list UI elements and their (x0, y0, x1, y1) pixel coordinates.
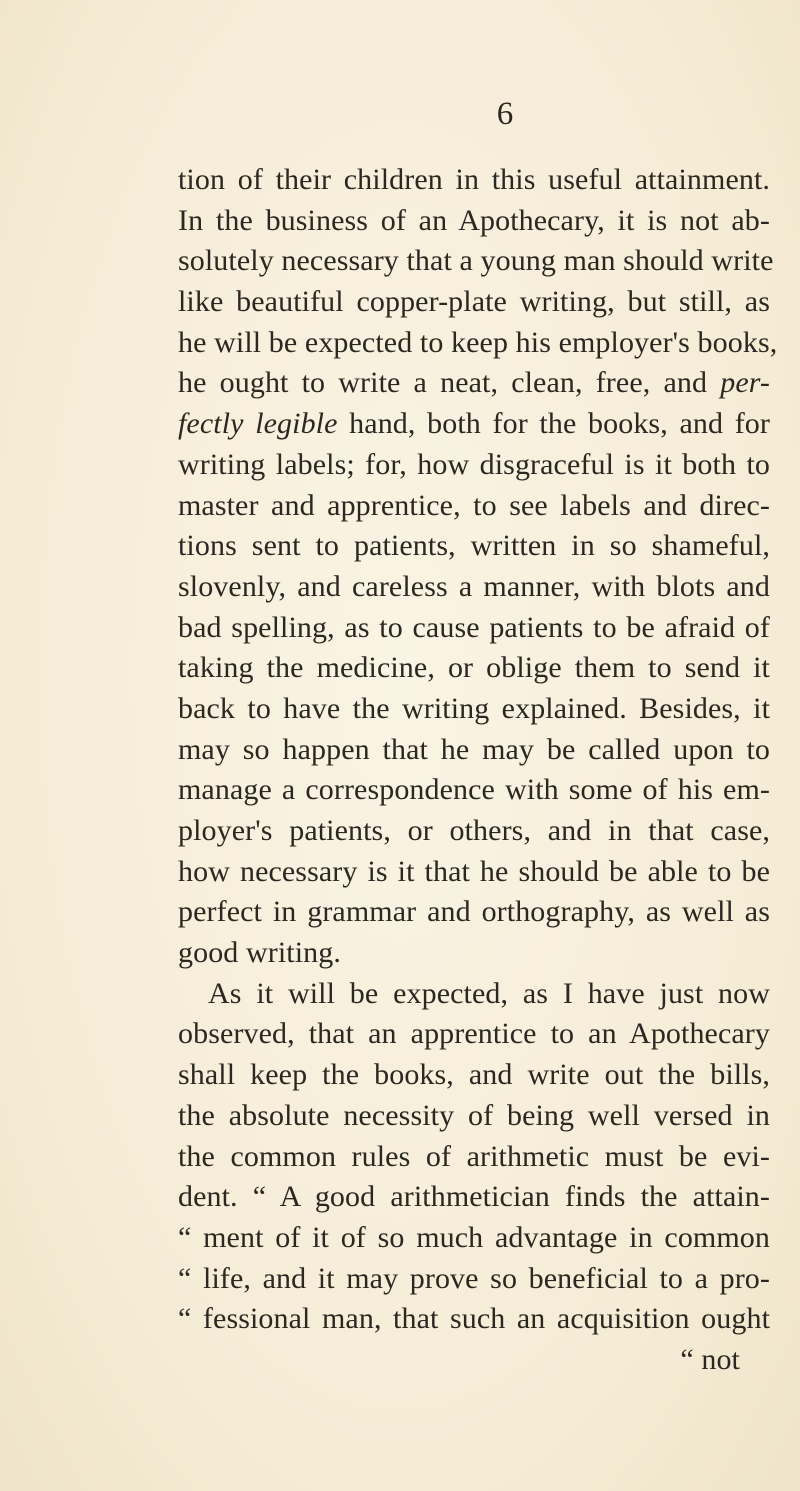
text-line: may so happen that he may be called upon to (178, 732, 770, 766)
quoted-line: “ ment of it of so much advantage in common (178, 1220, 770, 1254)
text-line: fectly legible hand, both for the books, and for (178, 407, 770, 441)
paragraph-end-line: good writing. (178, 936, 341, 970)
text-line: tion of their children in this useful attainment. (178, 163, 770, 196)
text-line: how necessary is it that he should be able to be (178, 854, 770, 888)
paragraph-start-line: As it will be expected, as I have just now (208, 976, 770, 1010)
text-line: perfect in grammar and orthography, as well as (178, 895, 770, 929)
text-line: the absolute necessity of being well versed in (178, 1098, 770, 1132)
text-line: ployer's patients, or others, and in that case, (178, 814, 770, 847)
body-text (178, 160, 778, 1381)
text-line: shall keep the books, and write out the bills, (178, 1058, 770, 1092)
quoted-line: “ fessional man, that such an acquisition ought (178, 1302, 770, 1336)
text-line: the common rules of arithmetic must be evi- (178, 1139, 770, 1173)
quoted-line: “ life, and it may prove so beneficial to a pro- (178, 1261, 770, 1295)
page-number: 6 (496, 96, 514, 132)
italic-text: fectly legible (178, 407, 338, 441)
text-line: like beautiful copper-plate writing, but still, as (178, 285, 770, 319)
italic-text: per- (720, 366, 770, 400)
text-line: he ought to write a neat, clean, free, and per- (178, 366, 770, 400)
catchword: “ not (680, 1342, 740, 1376)
text-line: slovenly, and careless a manner, with blots and (178, 569, 770, 603)
text-line: he will be expected to keep his employer's books, (178, 325, 778, 359)
text-line: tions sent to patients, written in so shameful, (178, 529, 770, 563)
text-line: back to have the writing explained. Besides, it (178, 691, 770, 725)
text-line: taking the medicine, or oblige them to send it (178, 651, 770, 685)
text-line: manage a correspondence with some of his em- (178, 773, 770, 807)
text-line: dent. “ A good arithmetician finds the attain- (178, 1180, 770, 1214)
text-line: bad spelling, as to cause patients to be afraid of (178, 610, 770, 644)
text-line: solutely necessary that a young man should write (178, 244, 774, 278)
text-line: master and apprentice, to see labels and direc- (178, 488, 770, 522)
text-line: In the business of an Apothecary, it is not ab- (178, 203, 770, 237)
text-line: writing labels; for, how disgraceful is it both to (178, 447, 770, 481)
text-line: observed, that an apprentice to an Apothecary (178, 1017, 770, 1051)
